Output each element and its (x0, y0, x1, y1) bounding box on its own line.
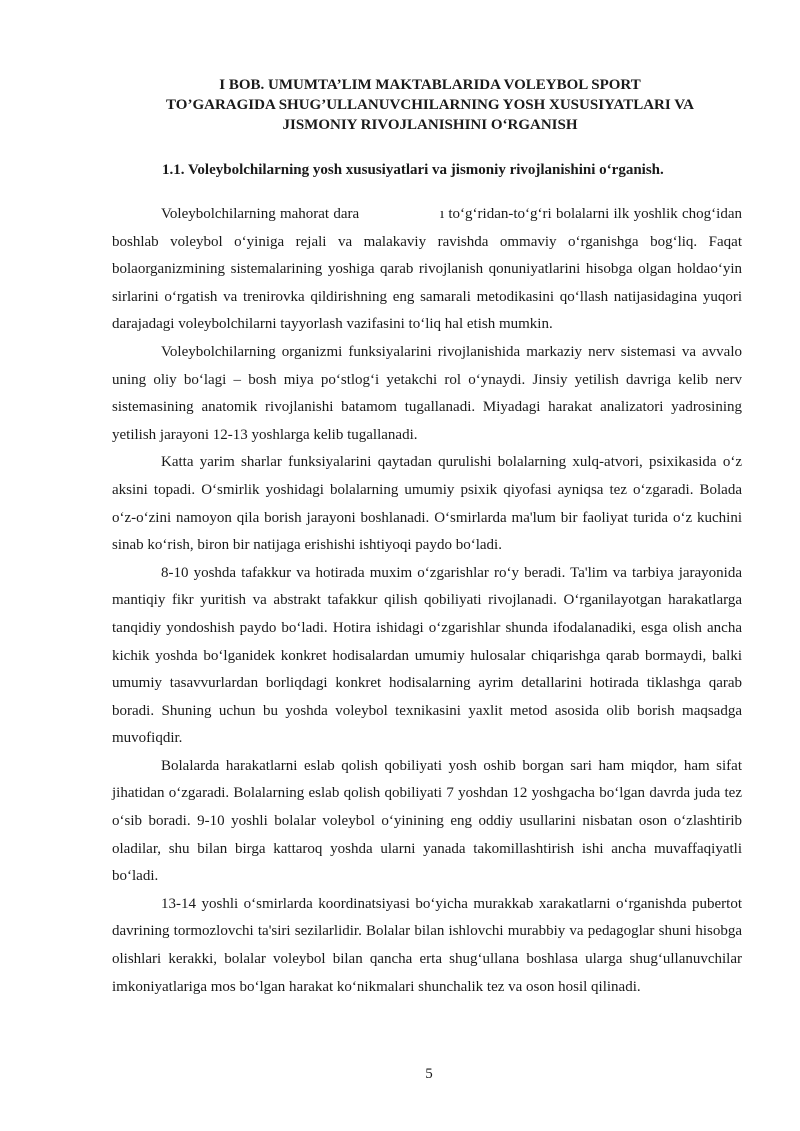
paragraph: 13-14 yoshli o‘smirlarda koordinatsiyasi bo‘yicha murakkab xarakatlarni o‘rganishda pubertot davrining tormozlovchi ta'siri sezilarlidir. Bolalar bilan ishlovchi murabbiy va pedagoglar shuni hisobga olishlari kerakki, bolalar voleybol bilan qancha erta shug‘ullana boshlasa ularga shug‘ullanuvchilar imkoniyatlariga mos bo‘lgan harakat ko‘nikmalari shunchalik tez va oson hosil qilinadi. (112, 895, 742, 995)
section-title: 1.1. Voleybolchilarning yosh xususiyatlari va jismoniy rivojlanishini o‘rganish. (162, 162, 664, 178)
chapter-title-line-2: TO’GARAGIDA SHUG’ULLANUVCHILARNING YOSH XUSUSIYATLARI VA (166, 97, 694, 113)
chapter-title (110, 75, 750, 135)
paragraph: Voleybolchilarning organizmi funksiyalarini rivojlanishida markaziy nerv sistemasi va avvalo uning oliy bo‘lagi – bosh miya po‘stlog‘i yetakchi rol o‘ynaydi. Jinsiy yetilish davriga kelib nerv sistemasining anatomik rivojlanishi batamom tugallanadi. Miyadagi harakat analizatori yadrosining yetilish jarayoni 12-13 yoshlarga kelib tugallanadi. (112, 343, 742, 443)
paragraph: Bolalarda harakatlarni eslab qolish qobiliyati yosh oshib borgan sari ham miqdor, ham sifat jihatidan o‘zgaradi. Bolalarning eslab qolish qobiliyati 7 yoshdan 12 yoshgacha bo‘lgan davrda juda tez o‘sib boradi. 9-10 yoshli bolalar voleybol o‘yinining eng oddiy usullarini nisbatan oson o‘zlashtirib oladilar, shu bilan birga kattaroq yoshda ularni yanada takomillashtirish ishi ancha muvaffaqiyatli bo‘ladi. (112, 757, 742, 885)
paragraph: Katta yarim sharlar funksiyalarini qaytadan qurulishi bolalarning xulq-atvori, psixikasida o‘z aksini topadi. O‘smirlik yoshidagi bolalarning umumiy psixik qiyofasi ayniqsa tez o‘zgaradi. Bolada o‘z-o‘zini namoyon qila borish jarayoni boshlanadi. O‘smirlarda ma'lum bir faoliyat turida o‘z kuchini sinab ko‘rish, biron bir natijaga erishishi ishtiyoqi paydo bo‘ladi. (112, 454, 742, 554)
chapter-title-line-1: I BOB. UMUMTA’LIM MAKTABLARIDA VOLEYBOL SPORT (219, 77, 641, 93)
page-number: 5 (425, 1066, 433, 1082)
paragraph: 8-10 yoshda tafakkur va hotirada muxim o‘zgarishlar ro‘y beradi. Ta'lim va tarbiya jarayonida mantiqiy fikr yuritish va abstrakt tafakkur qilish qobiliyati rivojlanadi. O‘rganilayotgan harakatlarga tanqidiy yondoshish paydo bo‘ladi. Hotira ishidagi o‘zgarishlar shunda ifodalanadiki, esga olish ancha kichik yoshda bo‘lganidek konkret hodisalardan umumiy hulosalar chiqarishga qarab bormaydi, balki umumiy tasavvurlardan borliqdagi konkret hodisalarning ayrim detallarini hotirada tiklashga qarab boradi. Shuning uchun bu yoshda voleybol texnikasini yaxlit metod asosida olib borish maqsadga muvofiqdir. (112, 564, 742, 747)
body-text (112, 201, 746, 1001)
paragraph: Voleybolchilarning mahorat dara ı to‘g‘ridan-to‘g‘ri bolalarni ilk yoshlik chog‘idan boshlab voleybol o‘yiniga rejali va malakaviy ravishda ommaviy o‘rganishga bog‘liq. Faqat bolaorganizmining sistemalarining yoshiga qarab rivojlanish qonuniyatlarini hisobga olgan holdao‘yin sirlarini o‘rgatish va trenirovka qildirishning eng samarali metodikasini qo‘llash natijasidagina yuqori darajadagi voleybolchilarni tayyorlash vazifasini to‘liq hal etish mumkin. (112, 206, 746, 333)
chapter-title-line-3: JISMONIY RIVOJLANISHINI O‘RGANISH (282, 117, 578, 133)
